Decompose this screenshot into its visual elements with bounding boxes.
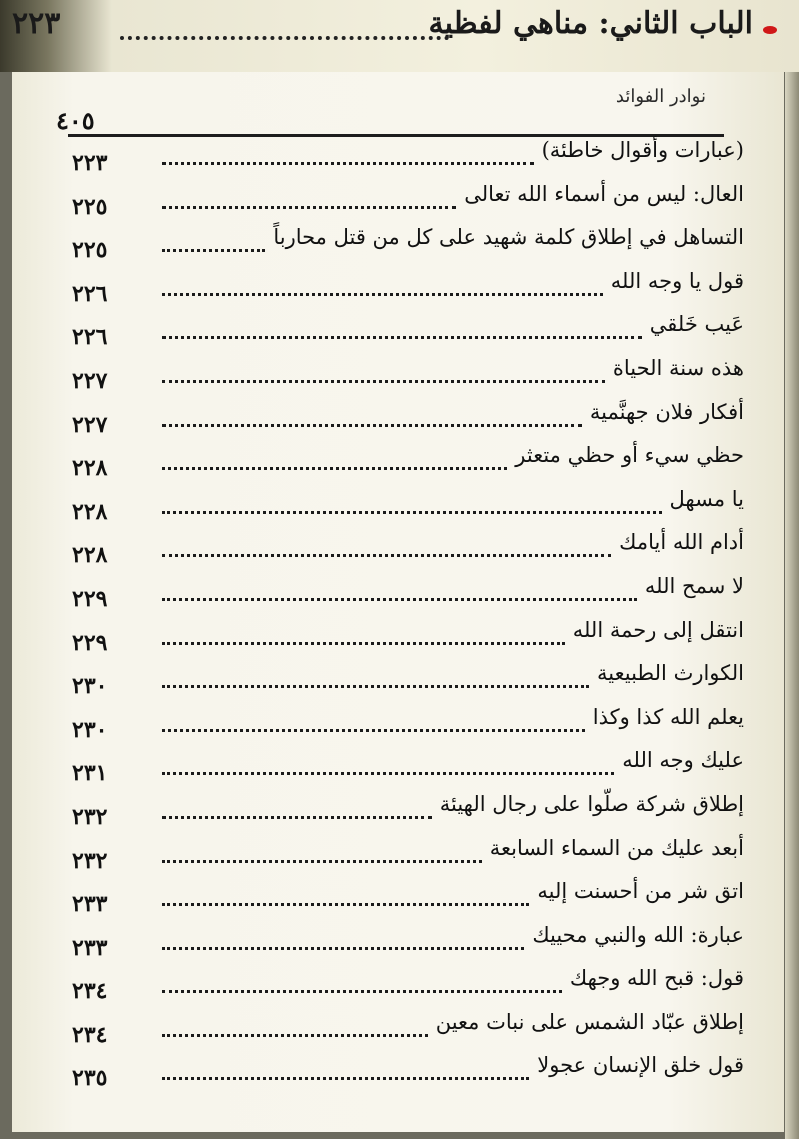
entry-page-number: ٢٢٥ — [72, 193, 108, 220]
toc-entry — [52, 923, 744, 967]
toc-entry — [52, 312, 744, 356]
entry-page-number: ٢٢٨ — [72, 455, 108, 482]
entry-title: لا سمح الله — [644, 573, 744, 598]
entry-page-number: ٢٣٣ — [72, 891, 108, 918]
entry-title: حظي سيء أو حظي متعثر — [515, 443, 744, 468]
toc-entry — [52, 443, 744, 487]
entry-title: يعلم الله كذا وكذا — [592, 704, 744, 729]
entry-page-number: ٢٣٣ — [72, 934, 108, 961]
entry-page-number: ٢٣٠ — [72, 716, 108, 743]
chapter-heading: الباب الثاني: مناهي لفظية — [428, 6, 753, 41]
entry-title: انتقل إلى رحمة الله — [572, 617, 744, 642]
entry-page-number: ٢٢٩ — [72, 629, 108, 656]
page-number: ٤٠٥ — [56, 106, 95, 135]
entry-page-number: ٢٣٤ — [72, 978, 108, 1005]
leader-dots — [162, 947, 524, 950]
entry-title: أبعد عليك من السماء السابعة — [489, 835, 744, 860]
leader-dots — [162, 860, 482, 863]
entry-title: العال: ليس من أسماء الله تعالى — [464, 181, 744, 206]
toc-entry — [52, 661, 744, 705]
toc-entry — [52, 836, 744, 880]
leader-dots — [162, 336, 642, 339]
entry-title: (عبارات وأقوال خاطئة) — [541, 138, 744, 162]
chapter-heading-page: ٢٢٣ — [12, 6, 61, 41]
leader-dots — [162, 772, 614, 775]
toc-entry — [52, 792, 744, 836]
entry-title: عَيب خَلقي — [649, 312, 744, 337]
entry-title: عبارة: الله والنبي محييك — [532, 922, 744, 947]
leader-dots — [162, 990, 562, 993]
entry-title: الكوارث الطبيعية — [597, 661, 744, 686]
leader-dots — [162, 685, 589, 688]
index-page — [12, 72, 784, 1132]
entry-title: قول: قبح الله وجهك — [569, 966, 744, 991]
entry-page-number: ٢٣١ — [72, 760, 108, 787]
leader-dots — [162, 424, 582, 427]
entry-title: أدام الله أيامك — [619, 530, 744, 555]
entry-page-number: ٢٣٠ — [72, 673, 108, 700]
leader-dots — [162, 249, 265, 252]
toc-entry — [52, 400, 744, 444]
leader-dots — [162, 1034, 428, 1037]
toc-entry — [52, 356, 744, 400]
toc-entry — [52, 748, 744, 792]
leader-dots — [162, 729, 585, 732]
toc-entry — [52, 966, 744, 1010]
entry-title: يا مسهل — [669, 486, 744, 511]
entry-title: هذه سنة الحياة — [612, 355, 744, 380]
leader-dots — [120, 36, 449, 40]
toc-entry — [52, 574, 744, 618]
entry-page-number: ٢٢٩ — [72, 585, 108, 612]
running-head: نوادر الفوائد — [615, 86, 706, 107]
entry-title: قول يا وجه الله — [610, 268, 744, 293]
entry-page-number: ٢٣٥ — [72, 1065, 108, 1092]
entry-page-number: ٢٢٧ — [72, 367, 108, 394]
toc-entry — [52, 182, 744, 226]
entry-title: إطلاق عبّاد الشمس على نبات معين — [435, 1009, 744, 1034]
entry-title: اتق شر من أحسنت إليه — [537, 879, 744, 904]
table-of-contents — [52, 138, 744, 1097]
leader-dots — [162, 380, 605, 383]
leader-dots — [162, 162, 534, 165]
entry-page-number: ٢٢٧ — [72, 411, 108, 438]
leader-dots — [162, 206, 456, 209]
toc-entry — [52, 1053, 744, 1097]
page-edge — [785, 72, 799, 1139]
toc-entry — [52, 879, 744, 923]
entry-title: عليك وجه الله — [622, 748, 744, 773]
entry-title: التساهل في إطلاق كلمة شهيد على كل من قتل محارباً — [273, 225, 744, 250]
toc-entry — [52, 269, 744, 313]
previous-page-strip — [0, 0, 799, 72]
entry-title: إطلاق شركة صلّوا على رجال الهيئة — [439, 791, 744, 816]
toc-entry — [52, 705, 744, 749]
entry-page-number: ٢٢٥ — [72, 237, 108, 264]
toc-entry — [52, 530, 744, 574]
toc-entry — [52, 618, 744, 662]
leader-dots — [162, 642, 565, 645]
entry-page-number: ٢٢٨ — [72, 542, 108, 569]
leader-dots — [162, 467, 507, 470]
entry-page-number: ٢٣٢ — [72, 803, 108, 830]
entry-title: قول خلق الإنسان عجولا — [537, 1053, 744, 1078]
entry-page-number: ٢٢٣ — [72, 150, 108, 176]
entry-page-number: ٢٢٦ — [72, 280, 108, 307]
entry-title: أفكار فلان جهنَّمية — [589, 399, 744, 424]
leader-dots — [162, 293, 603, 296]
leader-dots — [162, 511, 662, 514]
entry-page-number: ٢٣٤ — [72, 1021, 108, 1048]
entry-page-number: ٢٢٨ — [72, 498, 108, 525]
leader-dots — [162, 1077, 529, 1080]
entry-page-number: ٢٢٦ — [72, 324, 108, 351]
entry-page-number: ٢٣٢ — [72, 847, 108, 874]
leader-dots — [162, 554, 611, 557]
leader-dots — [162, 903, 529, 906]
header-rule — [68, 134, 724, 137]
leader-dots — [162, 816, 432, 819]
leader-dots — [162, 598, 637, 601]
toc-entry — [52, 487, 744, 531]
toc-entry — [52, 138, 744, 182]
toc-entry — [52, 1010, 744, 1054]
toc-entry — [52, 225, 744, 269]
bullet-icon — [763, 26, 777, 34]
